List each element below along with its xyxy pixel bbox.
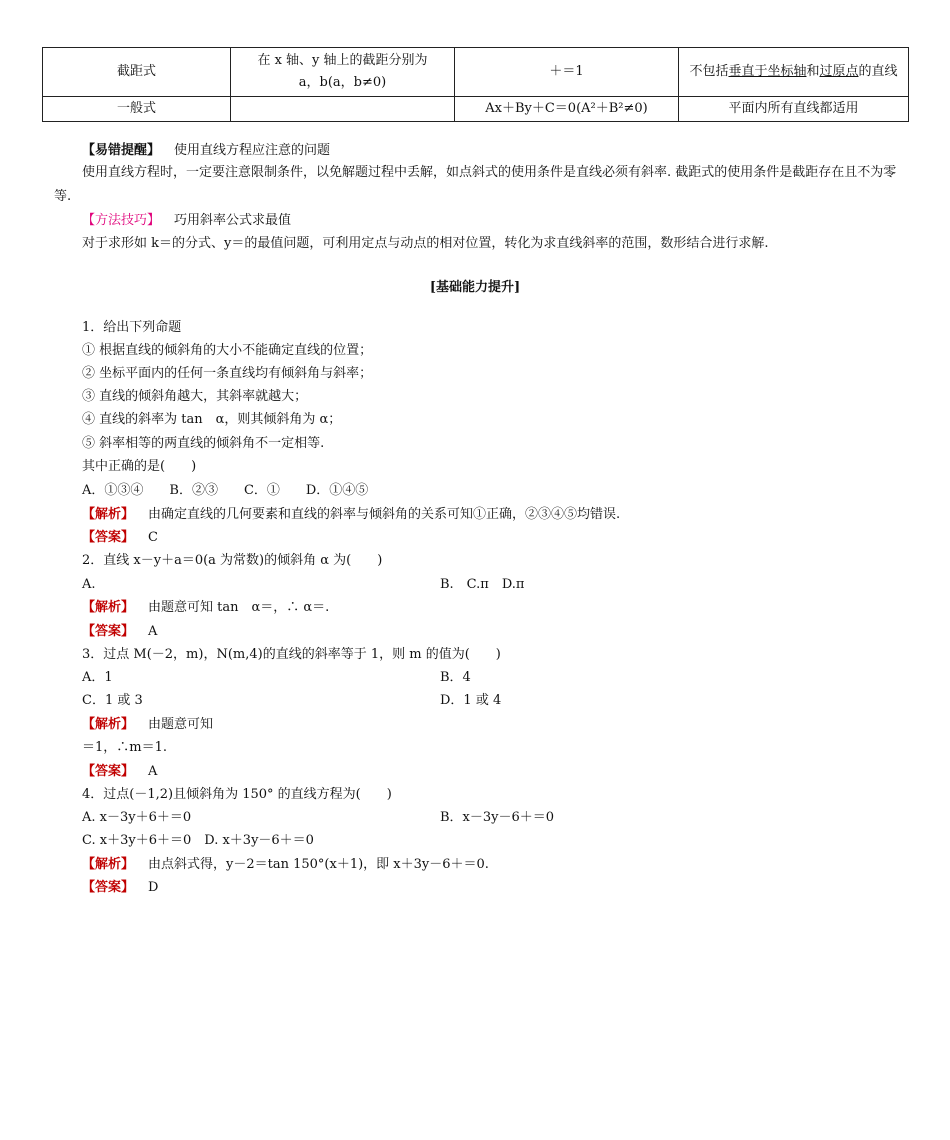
- q2-option-bcd: B. C.π D.π: [440, 577, 525, 592]
- q3-option-d: D．1 或 4: [440, 693, 502, 708]
- error-tip-body: 使用直线方程时，一定要注意限制条件，以免解题过程中丢解，如点斜式的使用条件是直线必须有斜率. 截距式的使用条件是截距存在且不为零等.: [54, 165, 897, 204]
- q1-stem: 1．给出下列命题: [82, 320, 182, 335]
- analysis-label: 【解析】: [82, 600, 135, 615]
- analysis-label: 【解析】: [82, 857, 135, 872]
- q1-analysis: [82, 505, 620, 525]
- analysis-text: 由确定直线的几何要素和直线的斜率与倾斜角的关系可知①正确，②③④⑤均错误.: [148, 507, 621, 522]
- answer-label: 【答案】: [82, 624, 135, 639]
- q1-ask: 其中正确的是( ): [82, 459, 197, 474]
- analysis-label: 【解析】: [82, 507, 135, 522]
- condition-line: 在 x 轴、y 轴上的截距分别为: [257, 53, 428, 68]
- answer-label: 【答案】: [82, 530, 135, 545]
- scope-cell: [679, 48, 909, 97]
- q2-stem: 2．直线 x－y＋a＝0(a 为常数)的倾斜角 α 为( ): [82, 553, 383, 568]
- condition-cell: [231, 97, 455, 122]
- answer-text: D: [148, 880, 159, 895]
- q3-option-a: A．1: [82, 670, 113, 685]
- condition-cell: [231, 48, 455, 97]
- scope-cell: 平面内所有直线都适用: [679, 97, 909, 122]
- q1-item: ④ 直线的斜率为 tan α，则其倾斜角为 α；: [82, 412, 342, 427]
- analysis-label: 【解析】: [82, 717, 135, 732]
- form-name-cell: 截距式: [43, 48, 231, 97]
- answer-label: 【答案】: [82, 880, 135, 895]
- scope-underlined: 过原点: [819, 64, 859, 79]
- q1-options: A．①③④ B．②③ C．① D．①④⑤: [82, 483, 369, 498]
- scope-text: 和: [806, 64, 820, 79]
- q2-answer: [82, 622, 157, 642]
- method-tip-heading: [82, 211, 291, 231]
- section-title: [基础能力提升]: [429, 280, 521, 295]
- q2-analysis: [82, 598, 329, 618]
- method-tip-title: 巧用斜率公式求最值: [174, 213, 292, 228]
- q1-item: ③ 直线的倾斜角越大，其斜率就越大；: [82, 389, 308, 404]
- scope-underlined: 垂直于坐标轴: [728, 64, 807, 79]
- q4-stem: 4．过点(－1,2)且倾斜角为 150° 的直线方程为( ): [82, 787, 392, 802]
- q3-analysis-continued: ＝1，∴m＝1.: [82, 740, 168, 755]
- q1-item: ① 根据直线的倾斜角的大小不能确定直线的位置；: [82, 343, 373, 358]
- q4-answer: [82, 878, 158, 898]
- answer-text: A: [148, 764, 158, 779]
- condition-line: a，b(a，b≠0): [298, 75, 387, 90]
- q1-answer: [82, 528, 158, 548]
- q3-option-b: B．4: [440, 670, 471, 685]
- table-row: [43, 48, 909, 97]
- error-tip-title: 使用直线方程应注意的问题: [174, 143, 331, 158]
- analysis-text: 由点斜式得，y－2＝tan 150°(x＋1)，即 x＋3y－6＋＝0.: [148, 857, 489, 872]
- q4-analysis: [82, 855, 489, 875]
- q1-item: ② 坐标平面内的任何一条直线均有倾斜角与斜率；: [82, 366, 373, 381]
- equation-cell: Ax＋By＋C＝0(A²＋B²≠0): [455, 97, 679, 122]
- error-tip-label: 【易错提醒】: [82, 143, 161, 158]
- method-tip-label: 【方法技巧】: [82, 213, 161, 228]
- q4-option-a: A. x－3y＋6＋＝0: [82, 810, 192, 825]
- q1-item: ⑤ 斜率相等的两直线的倾斜角不一定相等.: [82, 436, 325, 451]
- scope-text: 的直线: [858, 64, 898, 79]
- analysis-text: 由题意可知: [148, 717, 214, 732]
- q3-option-c: C．1 或 3: [82, 693, 143, 708]
- table-row: [43, 97, 909, 122]
- equation-cell: ＋＝1: [455, 48, 679, 97]
- error-tip-heading: [82, 141, 330, 161]
- q4-option-cd: C. x＋3y＋6＋＝0 D. x＋3y－6＋＝0: [82, 833, 314, 848]
- answer-text: A: [148, 624, 158, 639]
- method-tip-body: 对于求形如 k＝的分式、y＝的最值问题，可利用定点与动点的相对位置，转化为求直线斜率的范围，数形结合进行求解.: [82, 236, 769, 251]
- q3-analysis: [82, 715, 213, 735]
- q2-option-a: A.: [82, 577, 96, 592]
- q3-stem: 3．过点 M(－2，m)，N(m,4)的直线的斜率等于 1，则 m 的值为( ): [82, 647, 501, 662]
- answer-text: C: [148, 530, 158, 545]
- scope-text: 不包括: [689, 64, 729, 79]
- line-equation-table: [42, 47, 909, 122]
- form-name-cell: 一般式: [43, 97, 231, 122]
- q4-option-b: B．x－3y－6＋＝0: [440, 810, 555, 825]
- q3-answer: [82, 762, 157, 782]
- answer-label: 【答案】: [82, 764, 135, 779]
- analysis-text: 由题意可知 tan α＝，∴ α＝.: [148, 600, 330, 615]
